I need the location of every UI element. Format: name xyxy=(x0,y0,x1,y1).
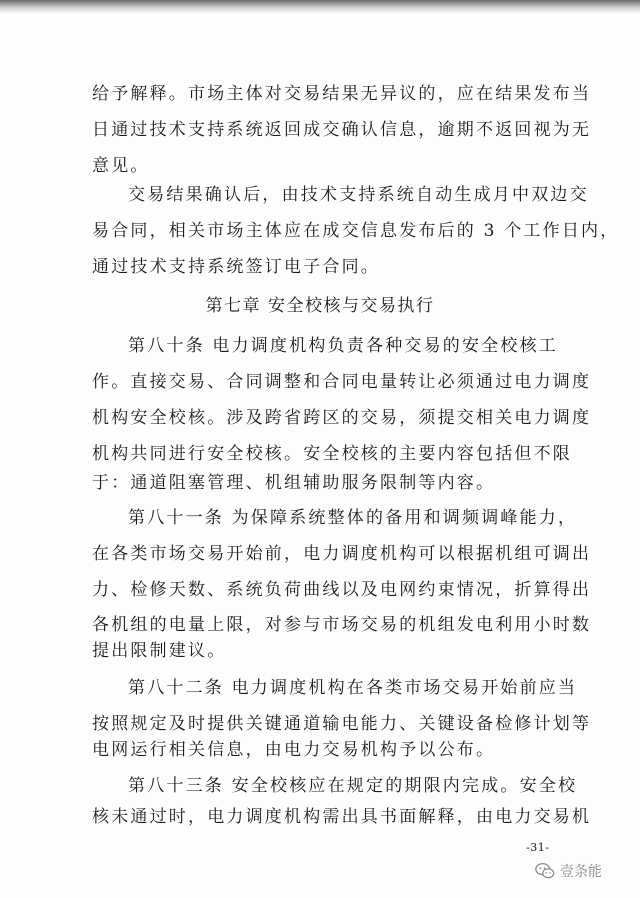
wechat-icon xyxy=(534,860,556,882)
chapter-heading: 第七章 安全校核与交易执行 xyxy=(205,296,435,316)
text-line-8: 作。直接交易、合同调整和合同电量转让必须通过电力调度 xyxy=(92,372,592,392)
scan-edge-shadow xyxy=(0,0,640,14)
page-number: -31- xyxy=(526,841,550,854)
text-line-1: 给予解释。市场主体对交易结果无异议的，应在结果发布当 xyxy=(92,84,592,104)
text-line-4: 交易结果确认后，由技术支持系统自动生成月中双边交 xyxy=(128,185,589,205)
text-line-11: 于：通道阻塞管理、机组辅助服务限制等内容。 xyxy=(92,473,496,493)
watermark xyxy=(534,860,602,882)
text-line-9: 机构安全校核。涉及跨省跨区的交易，须提交相关电力调度 xyxy=(92,408,592,428)
text-line-13: 在各类市场交易开始前，电力调度机构可以根据机组可调出 xyxy=(92,544,592,564)
text-line-16: 提出限制建议。 xyxy=(92,641,227,661)
text-line-20: 第八十三条 安全校核应在规定的期限内完成。安全校 xyxy=(128,776,578,796)
text-line-19: 电网运行相关信息，由电力交易机构予以公布。 xyxy=(92,740,496,760)
text-line-15: 各机组的电量上限，对参与市场交易的机组发电利用小时数 xyxy=(92,615,592,635)
text-line-10: 机构共同进行安全校核。安全校核的主要内容包括但不限 xyxy=(92,444,572,464)
text-line-6: 通过技术支持系统签订电子合同。 xyxy=(92,257,380,277)
text-line-14: 力、检修天数、系统负荷曲线以及电网约束情况，折算得出 xyxy=(92,580,592,600)
text-line-18: 按照规定及时提供关键通道输电能力、关键设备检修计划等 xyxy=(92,714,592,734)
text-line-17: 第八十二条 电力调度机构在各类市场交易开始前应当 xyxy=(128,678,578,698)
text-line-2: 日通过技术支持系统返回成交确认信息，逾期不返回视为无 xyxy=(92,120,592,140)
text-line-7: 第八十条 电力调度机构负责各种交易的安全校核工 xyxy=(128,336,559,356)
text-line-3: 意见。 xyxy=(92,156,150,176)
text-line-12: 第八十一条 为保障系统整体的备用和调频调峰能力， xyxy=(128,508,578,528)
watermark-text: 壹条能 xyxy=(560,864,602,880)
text-line-21: 核未通过时，电力调度机构需出具书面解释，由电力交易机 xyxy=(92,807,592,827)
text-line-5: 易合同，相关市场主体应在成交信息发布后的 3 个工作日内， xyxy=(92,221,620,241)
